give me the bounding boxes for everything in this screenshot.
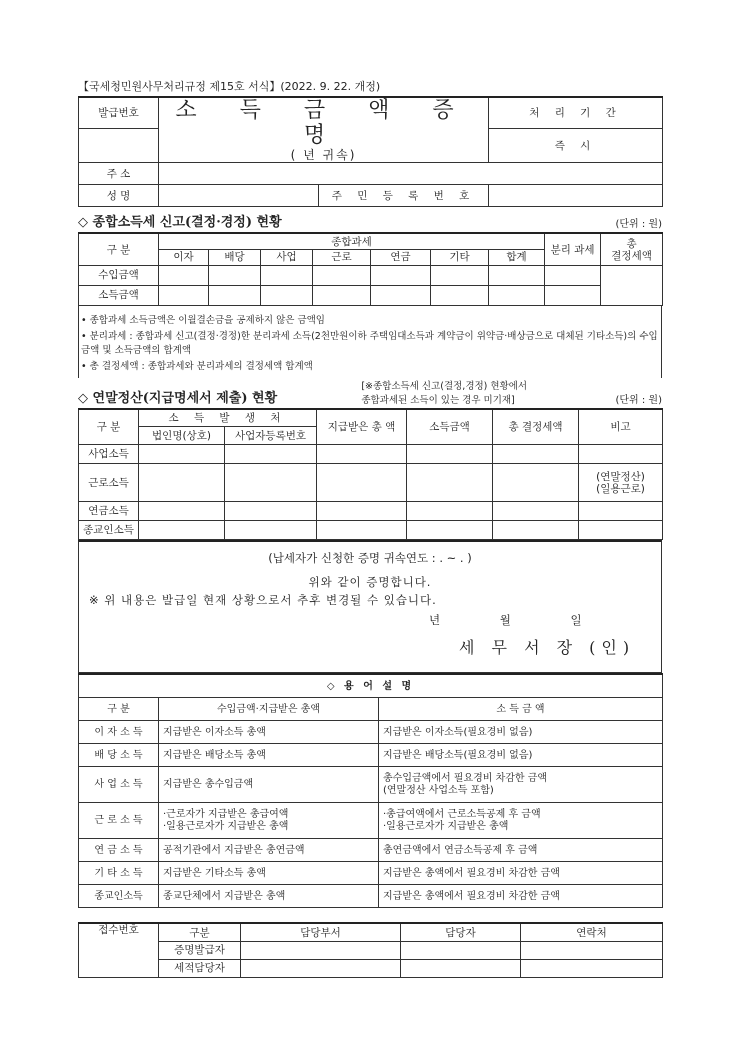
row-pension: 연금소득 [79, 502, 139, 521]
receipt-contact: 연락처 [521, 923, 663, 941]
address-value [159, 163, 663, 185]
receipt-person: 담당자 [401, 923, 521, 941]
resident-no-label: 주 민 등 록 번 호 [319, 185, 489, 207]
issue-no-value [79, 128, 159, 163]
page-title: 소 득 금 액 증 명 [175, 98, 472, 149]
name-label: 성 명 [79, 185, 159, 207]
processing-label: 처 리 기 간 [489, 97, 663, 128]
terms-h1: 구 분 [79, 698, 159, 721]
top-table [78, 96, 663, 207]
note-item: • 분리과세 : 종합과세 신고(결정·경정)한 분리과세 소득(2천만원이하 주택임대소득과 계약금이 위약금·배상금으로 대체된 기타소득)의 수입금액 및 소득금액의 합계액 [81, 330, 658, 356]
term-key: 기 타 소 득 [79, 862, 159, 885]
receipt-table [78, 922, 663, 978]
receipt-dept: 담당부서 [241, 923, 401, 941]
address-label: 주 소 [79, 163, 159, 185]
processing-value: 즉 시 [489, 128, 663, 163]
section-note: [※종합소득세 신고(결정,경정) 현황에서 종합과세된 소득이 있는 경우 미기재] [361, 380, 528, 406]
term-key: 연 금 소 득 [79, 839, 159, 862]
issue-date: 년 월 일 [429, 613, 610, 628]
receipt-gubun: 구분 [159, 923, 241, 941]
income-label: 소득금액 [407, 409, 493, 445]
row-religious: 종교인소득 [79, 521, 139, 540]
receipt-r1: 증명발급자 [159, 941, 241, 959]
col-labor: 근로 [313, 249, 371, 265]
bizno-label: 사업자등록번호 [225, 427, 317, 445]
sep-tax-label: 분리 과세 [545, 233, 601, 265]
issue-block [78, 540, 662, 673]
comprehensive-table [78, 232, 663, 306]
source-label: 소 득 발 생 처 [139, 409, 317, 427]
terms-h3: 소 득 금 액 [379, 698, 663, 721]
comp-tax-label: 종합과세 [159, 233, 545, 249]
row-income: 소득금액 [79, 285, 159, 305]
issue-no-label: 발급번호 [79, 97, 159, 128]
col-interest: 이자 [159, 249, 209, 265]
resident-no-value [489, 185, 663, 207]
paid-label: 지급받은 총 액 [317, 409, 407, 445]
unit-label: (단위 : 원) [615, 394, 662, 406]
gubun-label: 구 분 [79, 233, 159, 265]
year-request: (납세자가 신청한 증명 귀속연도 : . ~ . ) [268, 551, 472, 566]
corp-label: 법인명(상호) [139, 427, 225, 445]
col-business: 사업 [261, 249, 313, 265]
term-key: 근 로 소 득 [79, 803, 159, 839]
terms-title: ◇ 용 어 설 명 [79, 674, 663, 698]
term-key: 종교인소득 [79, 885, 159, 908]
remark-label: 비고 [579, 409, 663, 445]
tax-label: 총 결정세액 [493, 409, 579, 445]
notice-text: ※ 위 내용은 발급일 현재 상황으로서 추후 변경될 수 있습니다. [89, 593, 437, 608]
remark-labor: (연말정산) (일용근로) [579, 464, 663, 502]
col-dividend: 배당 [209, 249, 261, 265]
col-pension: 연금 [371, 249, 431, 265]
notes [78, 306, 662, 378]
row-labor: 근로소득 [79, 464, 139, 502]
certify-text: 위와 같이 증명합니다. [308, 575, 432, 590]
term-key: 이 자 소 득 [79, 721, 159, 744]
row-business: 사업소득 [79, 445, 139, 464]
receipt-no: 접수번호 [79, 923, 159, 977]
certificate-form [78, 78, 662, 978]
note-item: • 총 결정세액 : 종합과세와 분리과세의 결정세액 합계액 [81, 360, 313, 372]
unit-label: (단위 : 원) [615, 219, 662, 231]
term-key: 배 당 소 득 [79, 744, 159, 767]
receipt-r2: 세적담당자 [159, 959, 241, 977]
col-other: 기타 [431, 249, 489, 265]
term-key: 사 업 소 득 [79, 767, 159, 803]
name-value [159, 185, 319, 207]
section-title-yearend: ◇ 연말정산(지급명세서 제출) 현황 [78, 390, 278, 406]
tax-office-chief: 세 무 서 장 (인) [459, 638, 636, 658]
section-title-comprehensive: ◇ 종합소득세 신고(결정·경정) 현황 [78, 215, 282, 231]
gubun-label: 구 분 [79, 409, 139, 445]
note-item: • 종합과세 소득금액은 이월결손금을 공제하지 않은 금액임 [81, 314, 325, 326]
yearend-table [78, 408, 663, 541]
year-belong: ( 년 귀속) [290, 147, 357, 162]
row-revenue: 수입금액 [79, 265, 159, 285]
terms-table: ◇ 용 어 설 명 구 분 수입금액·지급받은 총액 소 득 금 액 이 자 소 득 지급받은 이자소득 총액 지급받은 이자소득(필요경비 없음) 배 당 소 득 지급받은 배당소득 총액 지급받은 배당소득(필요경비 없음) 사 업 소 득 지급받은 총수입금액 총수입금액에서 필요경비 차감한 금액 (연말정산 사업소득 포함) 근 로 소 득 ·근로자가 지급받은 총급여액 ·일용근로자가 지급받은 총액 ·총급여액에서 근로소득공제 후 금액 ·일용근로자가 지급받은 총액 연 금 소 득 공적기관에서 지급받은 총연금액 총연금액에서 연금소득공제 후 금액 기 타 소 득 지급받은 기타소득 총액 지급받은 총액에서 필요경비 차감한 금액 종교인소득 종교단체에서 지급받은 총액 지급받은 총액에서 필요경비 차감한 금액 [78, 673, 663, 908]
form-reference: 【국세청민원사무처리규정 제15호 서식】(2022. 9. 22. 개정) [78, 80, 381, 93]
total-tax-label: 총 결정세액 [601, 233, 663, 265]
col-sum: 합계 [489, 249, 545, 265]
terms-h2: 수입금액·지급받은 총액 [159, 698, 379, 721]
